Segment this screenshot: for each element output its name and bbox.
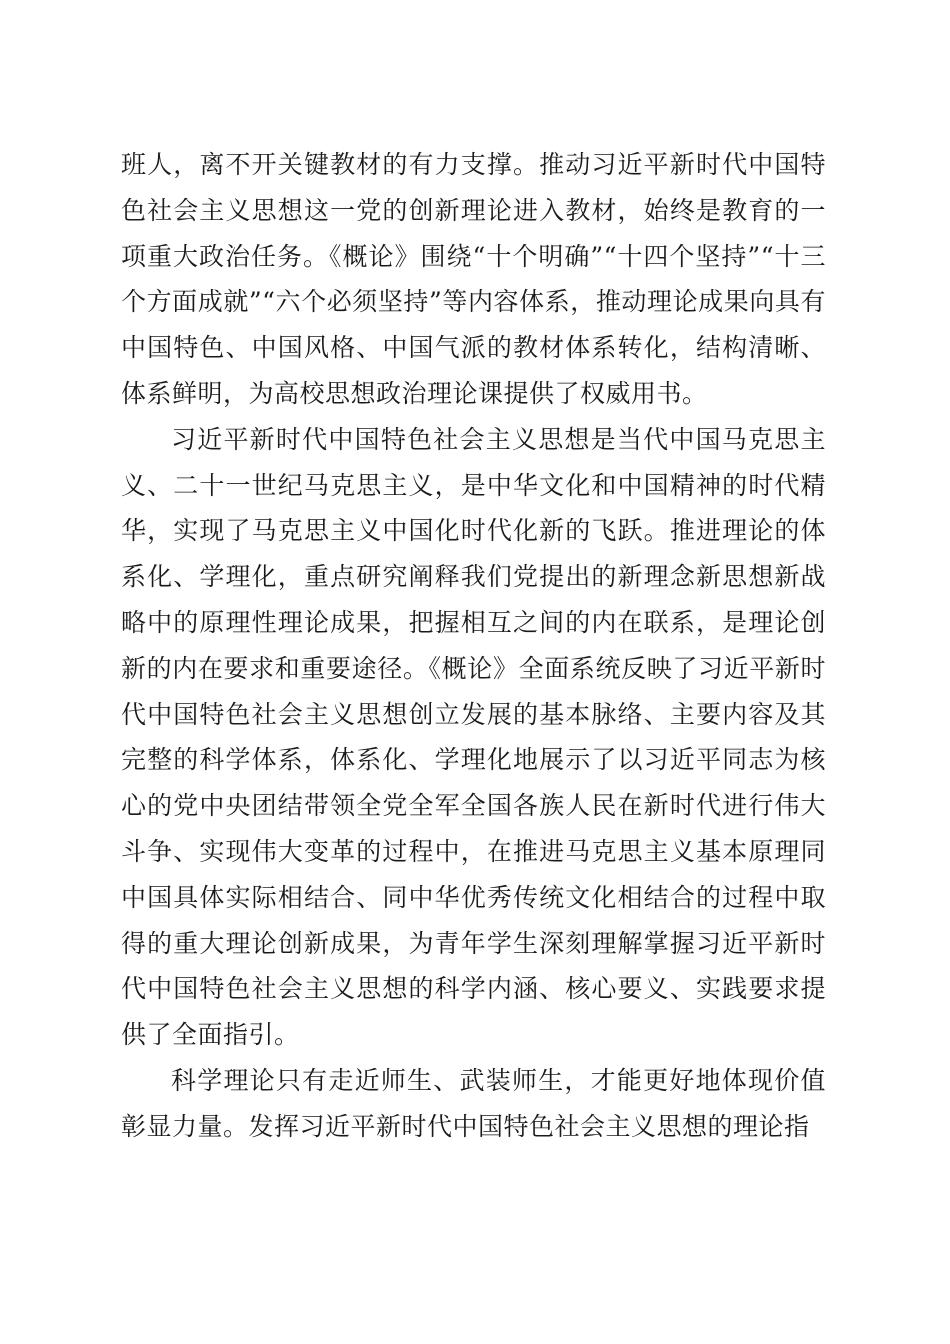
paragraph-1: 班人，离不开关键教材的有力支撑。推动习近平新时代中国特色社会主义思想这一党的创新理论进入教材，始终是教育的一项重大政治任务。《概论》围绕“十个明确”“十四个坚持”“十三个方面成就”“六个必须坚持”等内容体系，推动理论成果向具有中国特色、中国风格、中国气派的教材体系转化，结构清晰、体系鲜明，为高校思想政治理论课提供了权威用书。	[121, 150, 826, 408]
paragraph-3: 科学理论只有走近师生、武装师生，才能更好地体现价值彰显力量。发挥习近平新时代中国特色社会主义思想的理论指	[121, 1065, 826, 1141]
paragraph-2: 习近平新时代中国特色社会主义思想是当代中国马克思主义、二十一世纪马克思主义，是中华文化和中国精神的时代精华，实现了马克思主义中国化时代化新的飞跃。推进理论的体系化、学理化，重点研究阐释我们党提出的新理念新思想新战略中的原理性理论成果，把握相互之间的内在联系，是理论创新的内在要求和重要途径。《概论》全面系统反映了习近平新时代中国特色社会主义思想创立发展的基本脉络、主要内容及其完整的科学体系，体系化、学理化地展示了以习近平同志为核心的党中央团结带领全党全军全国各族人民在新时代进行伟大斗争、实现伟大变革的过程中，在推进马克思主义基本原理同中国具体实际相结合、同中华优秀传统文化相结合的过程中取得的重大理论创新成果，为青年学生深刻理解掌握习近平新时代中国特色社会主义思想的科学内涵、核心要义、实践要求提供了全面指引。	[121, 424, 826, 1050]
document-body	[121, 142, 826, 1150]
